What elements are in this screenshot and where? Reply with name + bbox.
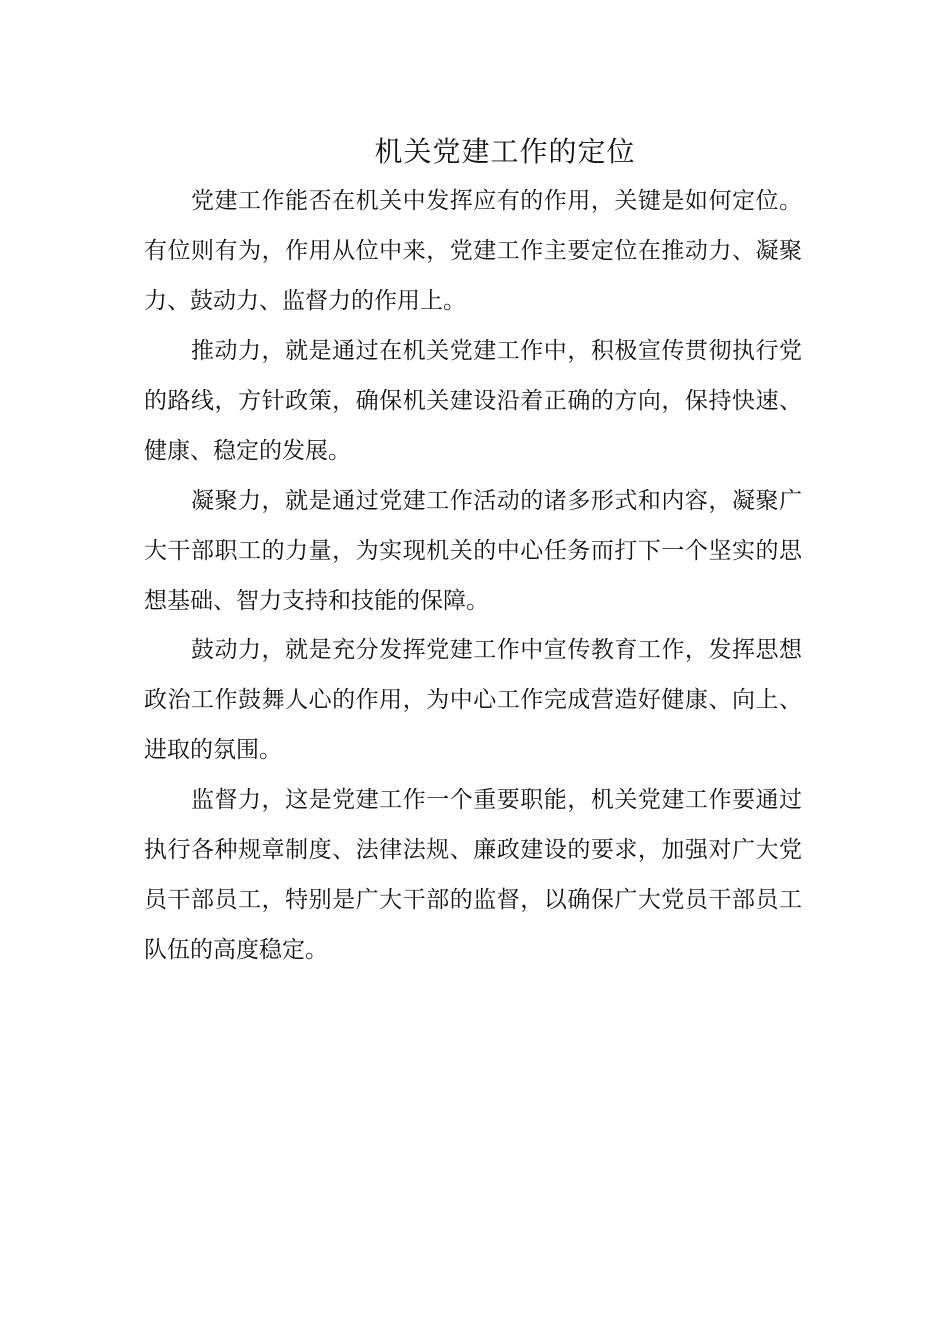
text-line: 党建工作能否在机关中发挥应有的作用，关键是如何定位。 (191, 188, 802, 214)
text-line: 健康、稳定的发展。 (144, 438, 351, 464)
text-line: 力、鼓动力、监督力的作用上。 (144, 288, 466, 314)
text-line: 想基础、智力支持和技能的保障。 (144, 588, 489, 614)
text-line: 执行各种规章制度、法律法规、廉政建设的要求，加强对广大党 (144, 837, 802, 863)
text-line: 的路线，方针政策，确保机关建设沿着正确的方向，保持快速、 (144, 388, 802, 414)
document-title: 机关党建工作的定位 (374, 135, 636, 168)
text-line: 队伍的高度稳定。 (144, 937, 328, 963)
text-line: 大干部职工的力量，为实现机关的中心任务而打下一个坚实的思 (144, 538, 802, 564)
text-line: 进取的氛围。 (144, 737, 282, 763)
text-line: 推动力，就是通过在机关党建工作中，积极宣传贯彻执行党 (191, 338, 802, 364)
text-line: 凝聚力，就是通过党建工作活动的诸多形式和内容，凝聚广 (191, 488, 802, 514)
text-line: 监督力，这是党建工作一个重要职能，机关党建工作要通过 (191, 787, 802, 813)
text-line: 有位则有为，作用从位中来，党建工作主要定位在推动力、凝聚 (144, 238, 802, 264)
text-line: 政治工作鼓舞人心的作用，为中心工作完成营造好健康、向上、 (144, 687, 802, 713)
text-line: 鼓动力，就是充分发挥党建工作中宣传教育工作，发挥思想 (191, 637, 802, 663)
text-line: 员干部员工，特别是广大干部的监督，以确保广大党员干部员工 (144, 887, 802, 913)
